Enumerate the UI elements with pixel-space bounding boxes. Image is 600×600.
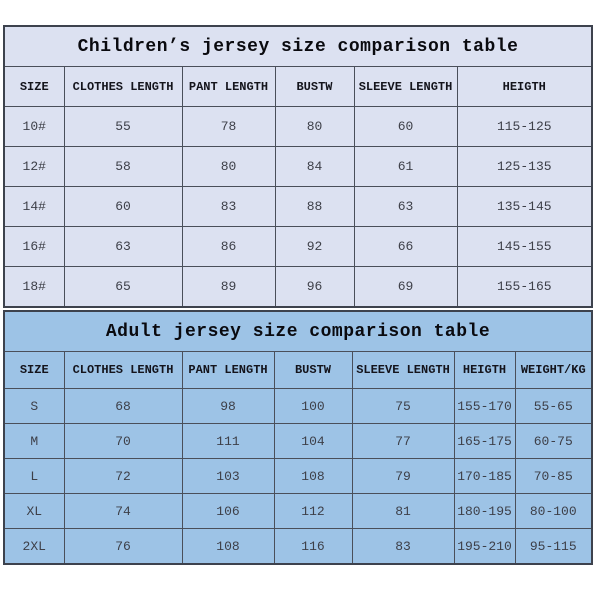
cell-bust: 92 [275, 227, 354, 267]
cell-weight: 95-115 [515, 529, 592, 565]
cell-clothes-length: 60 [64, 187, 182, 227]
table-row [4, 147, 592, 187]
cell-clothes-length: 55 [64, 107, 182, 147]
cell-bust: 108 [274, 459, 352, 494]
cell-sleeve-length: 61 [354, 147, 457, 187]
cell-bust: 80 [275, 107, 354, 147]
cell-size: 18# [4, 267, 64, 308]
adult-col-header-height: HEIGTH [454, 352, 515, 389]
cell-pant-length: 111 [182, 424, 274, 459]
cell-clothes-length: 70 [64, 424, 182, 459]
cell-bust: 88 [275, 187, 354, 227]
cell-height: 195-210 [454, 529, 515, 565]
cell-pant-length: 86 [182, 227, 275, 267]
cell-size: 12# [4, 147, 64, 187]
adult-title-row [4, 311, 592, 352]
table-row [4, 459, 592, 494]
children-size-table [3, 25, 593, 308]
cell-size: M [4, 424, 64, 459]
cell-clothes-length: 63 [64, 227, 182, 267]
cell-clothes-length: 74 [64, 494, 182, 529]
cell-bust: 104 [274, 424, 352, 459]
children-header-row [4, 67, 592, 107]
cell-pant-length: 78 [182, 107, 275, 147]
children-col-header-sleeve-length: SLEEVE LENGTH [354, 67, 457, 107]
cell-height: 135-145 [457, 187, 592, 227]
cell-sleeve-length: 83 [352, 529, 454, 565]
cell-bust: 116 [274, 529, 352, 565]
cell-height: 170-185 [454, 459, 515, 494]
children-col-header-pant-length: PANT LENGTH [182, 67, 275, 107]
cell-pant-length: 106 [182, 494, 274, 529]
cell-sleeve-length: 63 [354, 187, 457, 227]
cell-clothes-length: 65 [64, 267, 182, 308]
cell-height: 125-135 [457, 147, 592, 187]
cell-bust: 112 [274, 494, 352, 529]
table-row [4, 494, 592, 529]
cell-height: 145-155 [457, 227, 592, 267]
cell-pant-length: 98 [182, 389, 274, 424]
children-title-row [4, 26, 592, 67]
table-row [4, 107, 592, 147]
cell-weight: 80-100 [515, 494, 592, 529]
adult-col-header-bust: BUSTW [274, 352, 352, 389]
cell-weight: 55-65 [515, 389, 592, 424]
cell-clothes-length: 72 [64, 459, 182, 494]
cell-height: 155-165 [457, 267, 592, 308]
cell-pant-length: 89 [182, 267, 275, 308]
cell-size: 16# [4, 227, 64, 267]
children-col-header-size: SIZE [4, 67, 64, 107]
cell-clothes-length: 58 [64, 147, 182, 187]
cell-weight: 70-85 [515, 459, 592, 494]
table-row [4, 529, 592, 565]
adult-col-header-weight: WEIGHT/KG [515, 352, 592, 389]
adult-header-row [4, 352, 592, 389]
cell-size: 2XL [4, 529, 64, 565]
cell-clothes-length: 76 [64, 529, 182, 565]
cell-pant-length: 103 [182, 459, 274, 494]
cell-height: 180-195 [454, 494, 515, 529]
adult-col-header-size: SIZE [4, 352, 64, 389]
table-row [4, 187, 592, 227]
cell-clothes-length: 68 [64, 389, 182, 424]
cell-sleeve-length: 75 [352, 389, 454, 424]
cell-height: 165-175 [454, 424, 515, 459]
cell-sleeve-length: 60 [354, 107, 457, 147]
cell-pant-length: 108 [182, 529, 274, 565]
adult-col-header-pant-length: PANT LENGTH [182, 352, 274, 389]
children-col-header-height: HEIGTH [457, 67, 592, 107]
cell-size: S [4, 389, 64, 424]
cell-sleeve-length: 79 [352, 459, 454, 494]
cell-height: 115-125 [457, 107, 592, 147]
children-col-header-bust: BUSTW [275, 67, 354, 107]
cell-sleeve-length: 69 [354, 267, 457, 308]
table-row [4, 227, 592, 267]
cell-size: XL [4, 494, 64, 529]
table-row [4, 267, 592, 308]
cell-sleeve-length: 81 [352, 494, 454, 529]
cell-bust: 100 [274, 389, 352, 424]
adult-size-table [3, 310, 593, 565]
adult-col-header-sleeve-length: SLEEVE LENGTH [352, 352, 454, 389]
children-col-header-clothes-length: CLOTHES LENGTH [64, 67, 182, 107]
adult-table-title: Adult jersey size comparison table [4, 311, 592, 352]
cell-bust: 84 [275, 147, 354, 187]
cell-height: 155-170 [454, 389, 515, 424]
cell-sleeve-length: 77 [352, 424, 454, 459]
cell-size: 14# [4, 187, 64, 227]
cell-weight: 60-75 [515, 424, 592, 459]
children-table-title: Children’s jersey size comparison table [4, 26, 592, 67]
cell-size: 10# [4, 107, 64, 147]
cell-pant-length: 80 [182, 147, 275, 187]
cell-bust: 96 [275, 267, 354, 308]
cell-size: L [4, 459, 64, 494]
table-row [4, 389, 592, 424]
cell-pant-length: 83 [182, 187, 275, 227]
adult-col-header-clothes-length: CLOTHES LENGTH [64, 352, 182, 389]
table-row [4, 424, 592, 459]
cell-sleeve-length: 66 [354, 227, 457, 267]
